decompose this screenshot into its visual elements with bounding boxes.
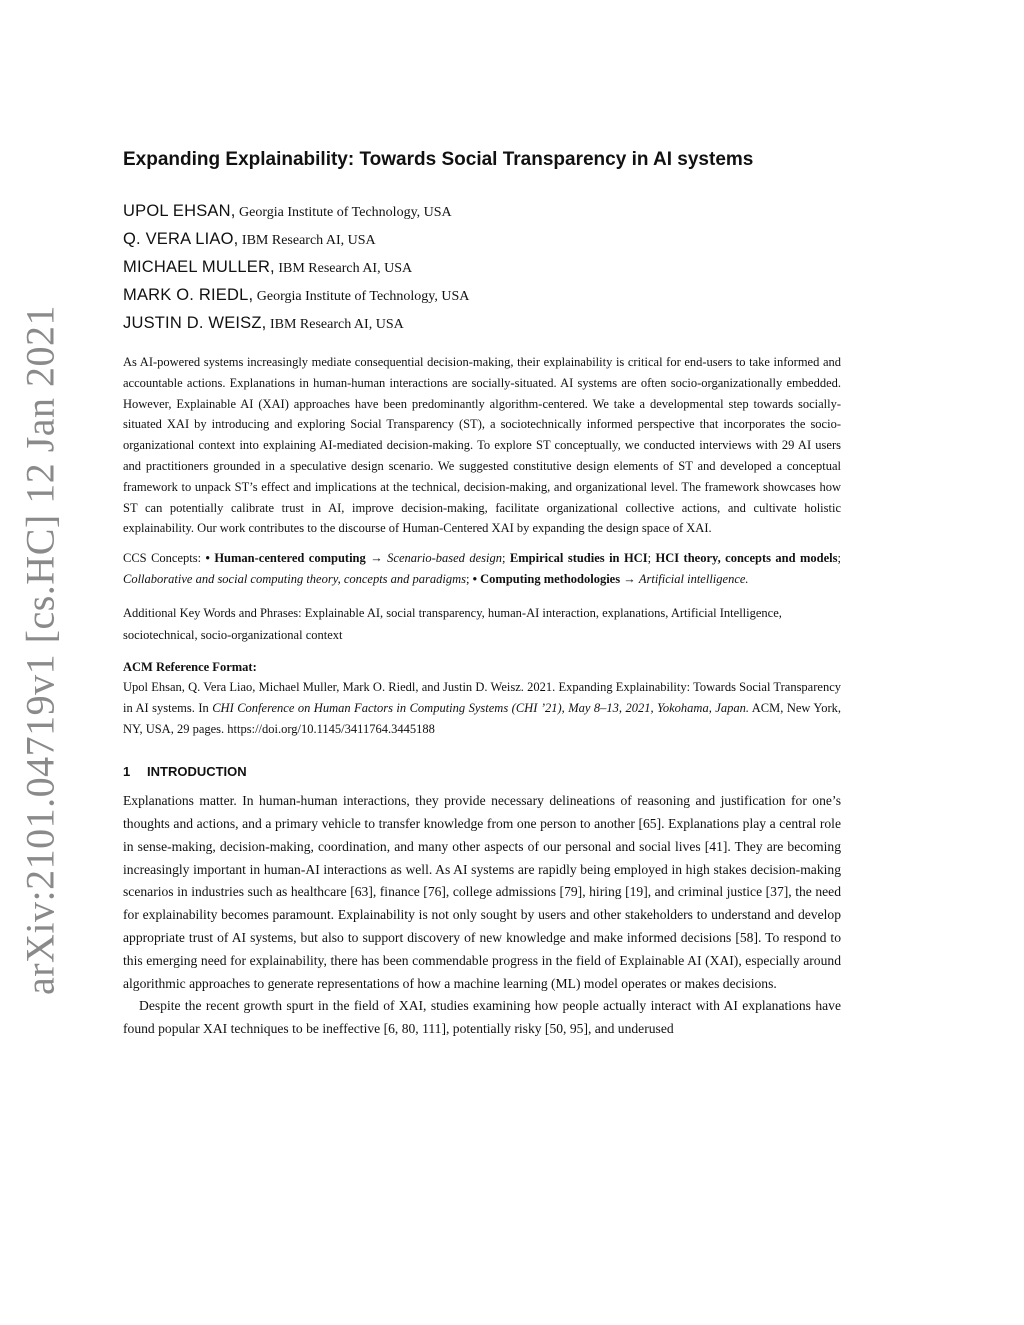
ccs-label: CCS Concepts: <box>123 551 202 566</box>
keywords-text: Explainable AI, social transparency, human-AI interaction, explanations, Artificial Intelligence, sociotechnical, socio-organizational context <box>123 606 782 643</box>
section-heading <box>123 762 841 782</box>
ccs-concepts <box>123 548 841 590</box>
acm-reference-text: ACM, New York, NY, USA, 29 pages. https://doi.org/10.1145/3411764.3445188 <box>123 701 841 737</box>
ccs-separator: ; <box>466 572 473 587</box>
ccs-separator: ; <box>837 551 841 566</box>
acm-reference-text: Upol Ehsan, Q. Vera Liao, Michael Muller, Mark O. Riedl, and Justin D. Weisz. 2021. Expanding Explainability: Towards Social Transparency in AI systems. In <box>123 680 841 716</box>
author-affiliation: IBM Research AI, USA <box>278 261 413 276</box>
ccs-concept: Scenario-based design <box>387 551 502 566</box>
ccs-arrow: → <box>620 572 639 587</box>
arxiv-stamp <box>0 304 80 996</box>
section-number: 1 <box>123 764 131 780</box>
paper-title: Expanding Explainability: Towards Social Transparency in AI systems <box>123 149 754 170</box>
author-affiliation: Georgia Institute of Technology, USA <box>239 205 452 220</box>
author-entry <box>123 310 841 338</box>
author-entry <box>123 254 841 282</box>
acm-reference-venue: CHI Conference on Human Factors in Computing Systems (CHI ’21), May 8–13, 2021, Yokohama, Japan. <box>212 701 749 716</box>
ccs-concept: • Computing methodologies <box>472 572 621 587</box>
section-title: INTRODUCTION <box>147 764 247 780</box>
body-paragraph: Despite the recent growth spurt in the field of XAI, studies examining how people actually interact with AI explanations have found popular XAI techniques to be ineffective [6, 80, 111], potentially risky [50, 95], and underused <box>123 998 841 1037</box>
introduction-body <box>123 790 841 1041</box>
paper-page <box>123 148 841 1041</box>
author-affiliation: Georgia Institute of Technology, USA <box>256 289 470 304</box>
ccs-concept: Empirical studies in HCI <box>509 551 648 566</box>
author-entry <box>123 282 841 310</box>
author-name: UPOL EHSAN, <box>123 202 236 220</box>
author-affiliation: IBM Research AI, USA <box>269 317 404 332</box>
ccs-concept: • Human-centered computing <box>205 551 366 566</box>
ccs-separator: ; <box>502 551 510 566</box>
ccs-concept: Collaborative and social computing theory, concepts and paradigms <box>123 572 467 587</box>
keywords-label: Additional Key Words and Phrases: <box>123 606 302 621</box>
acm-reference-heading: ACM Reference Format: <box>123 660 257 675</box>
author-name: Q. VERA LIAO, <box>123 230 239 248</box>
author-name: MICHAEL MULLER, <box>123 258 275 276</box>
ccs-arrow: → <box>365 551 388 566</box>
ccs-separator: ; <box>647 551 656 566</box>
acm-reference <box>123 677 841 740</box>
author-entry <box>123 226 841 254</box>
ccs-concept: HCI theory, concepts and models <box>655 551 838 566</box>
author-list <box>123 198 841 338</box>
author-affiliation: IBM Research AI, USA <box>241 233 376 248</box>
author-name: MARK O. RIEDL, <box>123 286 254 304</box>
keywords <box>123 602 841 646</box>
author-entry <box>123 198 841 226</box>
arxiv-identifier: arXiv:2101.04719v1 [cs.HC] 12 Jan 2021 <box>17 304 63 996</box>
body-paragraph: Explanations matter. In human-human interactions, they provide necessary delineations of reasoning and justification for one’s thoughts and actions, and a primary vehicle to transfer knowledge from one person to another [65]. Explanations play a central role in sense-making, decision-making, coordination, and many other aspects of our personal and social lives [41]. They are becoming increasingly important in human-AI interactions as well. As AI systems are rapidly being employed in high stakes decision-making scenarios in industries such as healthcare [63], finance [76], college admissions [79], hiring [19], and criminal justice [37], the need for explainability becomes paramount. Explainability is not only sought by users and other stakeholders to understand and develop appropriate trust of AI systems, but also to support discovery of new knowledge and make informed decisions [58]. To respond to this emerging need for explainability, there has been commendable progress in the field of Explainable AI (XAI), especially around algorithmic approaches to generate representations of how a machine learning (ML) model operates or makes decisions. <box>123 793 841 991</box>
ccs-concept: Artificial intelligence. <box>638 572 749 587</box>
author-name: JUSTIN D. WEISZ, <box>123 314 267 332</box>
abstract: As AI-powered systems increasingly mediate consequential decision-making, their explainability is critical for end-users to take informed and accountable actions. Explanations in human-human interactions are socially-situated. AI systems are often socio-organizationally embedded. However, Explainable AI (XAI) approaches have been predominantly algorithm-centered. We take a developmental step towards socially-situated XAI by introducing and exploring Social Transparency (ST), a sociotechnically informed perspective that incorporates the socio-organizational context into explaining AI-mediated decision-making. To explore ST conceptually, we conducted interviews with 29 AI users and practitioners grounded in a speculative design scenario. We suggested constitutive design elements of ST and developed a conceptual framework to unpack ST’s effect and implications at the technical, decision-making, and organizational level. The framework showcases how ST can potentially calibrate trust in AI, improve decision-making, facilitate organizational collective actions, and cultivate holistic explainability. Our work contributes to the discourse of Human-Centered XAI by expanding the design space of XAI. <box>123 355 841 536</box>
